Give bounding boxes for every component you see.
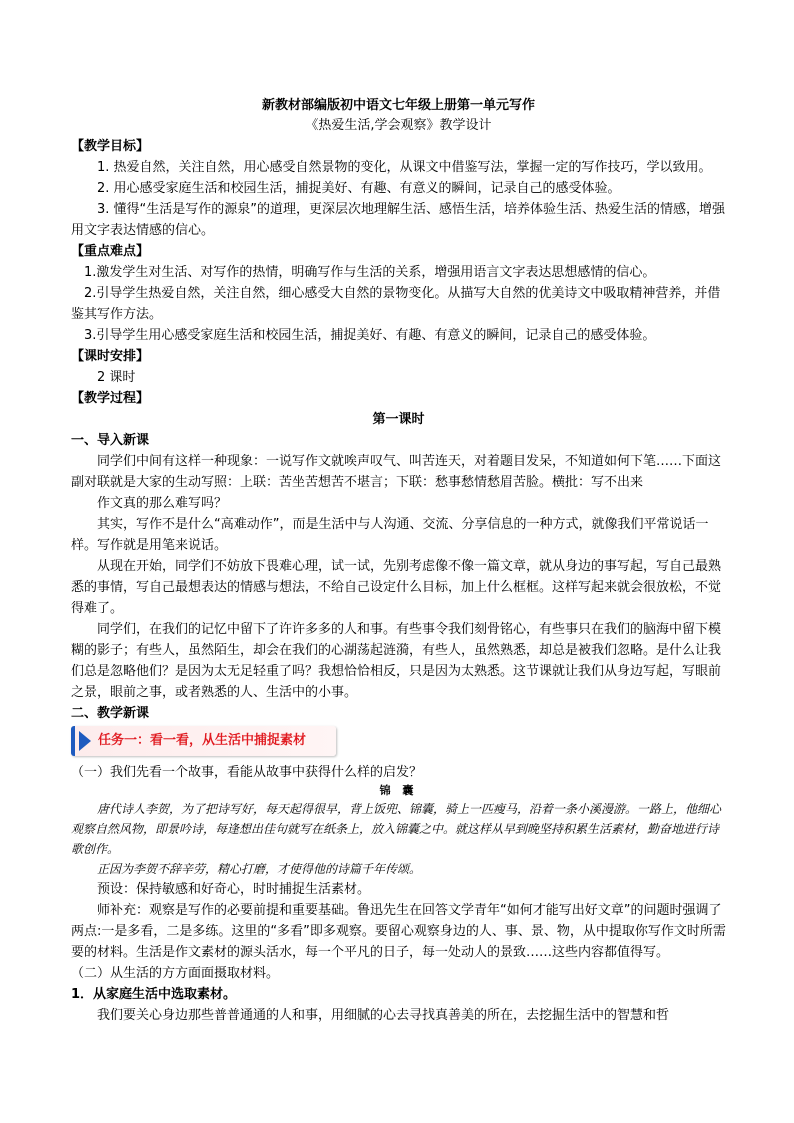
- keypoints-heading: 【重点难点】: [71, 244, 150, 259]
- goal-item: 2. 用心感受家庭生活和校园生活，捕捉美好、有趣、有意义的瞬间，记录自己的感受体验。: [97, 181, 621, 196]
- schedule-value: 2 课时: [97, 370, 136, 385]
- part1-heading: 一、导入新课: [71, 433, 150, 448]
- keypoint-item: 3.引导学生用心感受家庭生活和校园生活，捕捉美好、有趣、有意义的瞬间，记录自己的感受体验。: [84, 328, 656, 343]
- sub-heading-2: （二）从生活的方方面面摄取材料。: [71, 966, 280, 981]
- keypoint-item: 2.引导学生热爱自然，关注自然，细心感受大自然的景物变化。从描写大自然的优美诗文中吸取精神营养，并借鉴其写作方法。: [71, 286, 721, 322]
- teacher-note: 师补充：观察是写作的必要前提和重要基础。鲁迅先生在回答文学青年“如何才能写出好文章”的问题时强调了两点:一是多看，二是多练。这里的“多看”即多观察。要留心观察身边的人、事、景、物，从中提取你写作文时所需要的材料。生活是作文素材的源头活水，每一个平凡的日子，每一处动人的景致……这些内容都值得写。: [71, 903, 726, 960]
- goal-item: 1. 热爱自然，关注自然，用心感受自然景物的变化，从课文中借鉴写法，掌握一定的写作技巧，学以致用。: [97, 160, 712, 175]
- story-paragraph: 正因为李贺不辞辛劳，精心打磨，才使得他的诗篇千年传颂。: [97, 862, 422, 876]
- keypoint-item: 1.激发学生对生活、对写作的热情，明确写作与生活的关系，增强用语言文字表达思想感情的信心。: [84, 265, 656, 280]
- sub-heading-1: （一）我们先看一个故事，看能从故事中获得什么样的启发？: [71, 765, 423, 780]
- story-paragraph: 唐代诗人李贺，为了把诗写好，每天起得很早，背上饭兜、锦囊，骑上一匹瘦马，沿着一条小溪漫游。一路上，他细心观察自然风物，即景吟诗，每逢想出佳句就写在纸条上，放入锦囊之中。就这样从早到晚坚持积累生活素材，勤奋地进行诗歌创作。: [71, 802, 722, 856]
- part2-heading: 二、教学新课: [71, 706, 150, 721]
- task-label: 任务一：看一看，从生活中捕捉素材: [98, 733, 307, 748]
- paragraph: 其实，写作不是什么“高难动作”，而是生活中与人沟通、交流、分享信息的一种方式，就像我们平常说话一样。写作就是用笔来说话。: [71, 517, 709, 553]
- point-1: 1．从家庭生活中选取素材。: [71, 987, 237, 1002]
- document-title: 新教材部编版初中语文七年级上册第一单元写作: [261, 98, 535, 113]
- goal-item: 3. 懂得“生活是写作的源泉”的道理，更深层次地理解生活、感悟生活，培养体验生活、热爱生活的情感，增强用文字表达情感的信心。: [71, 202, 726, 238]
- document-page: [71, 96, 726, 1026]
- goals-heading: 【教学目标】: [71, 139, 150, 154]
- process-heading: 【教学过程】: [71, 391, 150, 406]
- preset-line: 预设：保持敏感和好奇心，时时捕捉生活素材。: [97, 882, 371, 897]
- document-subtitle: 《热爱生活,学会观察》教学设计: [305, 118, 492, 133]
- paragraph: 我们要关心身边那些普普通通的人和事，用细腻的心去寻找真善美的所在，去挖掘生活中的智慧和哲: [97, 1008, 670, 1023]
- task-accent-bar: [71, 726, 75, 756]
- task-banner: [71, 726, 336, 756]
- paragraph: 从现在开始，同学们不妨放下畏难心理，试一试，先别考虑像不像一篇文章，就从身边的事写起，写自己最熟悉的事情，写自己最想表达的情感与想法，不给自己设定什么目标，加上什么框框。这样写起来就会很放松，不觉得难了。: [71, 559, 722, 616]
- schedule-heading: 【课时安排】: [71, 349, 150, 364]
- arrow-right-icon: [79, 731, 91, 751]
- paragraph: 同学们，在我们的记忆中留下了许许多多的人和事。有些事令我们刻骨铭心，有些事只在我们的脑海中留下模糊的影子；有些人，虽然陌生，却会在我们的心湖荡起涟漪，有些人，虽然熟悉，却总是被我们忽略。是什么让我们总是忽略他们？是因为太无足轻重了吗？我想恰恰相反，只是因为太熟悉。这节课就让我们从身边写起，写眼前之景，眼前之事，或者熟悉的人、生活中的小事。: [71, 622, 722, 700]
- paragraph: 作文真的那么难写吗？: [97, 496, 228, 511]
- lesson-label: 第一课时: [372, 412, 425, 427]
- story-title: 锦 囊: [379, 784, 418, 797]
- paragraph: 同学们中间有这样一种现象：一说写作文就唉声叹气、叫苦连天，对着题目发呆，不知道如何下笔……下面这副对联就是大家的生动写照：上联：苦坐苦想苦不堪言；下联：愁事愁情愁眉苦脸。横批：写不出来: [71, 454, 722, 490]
